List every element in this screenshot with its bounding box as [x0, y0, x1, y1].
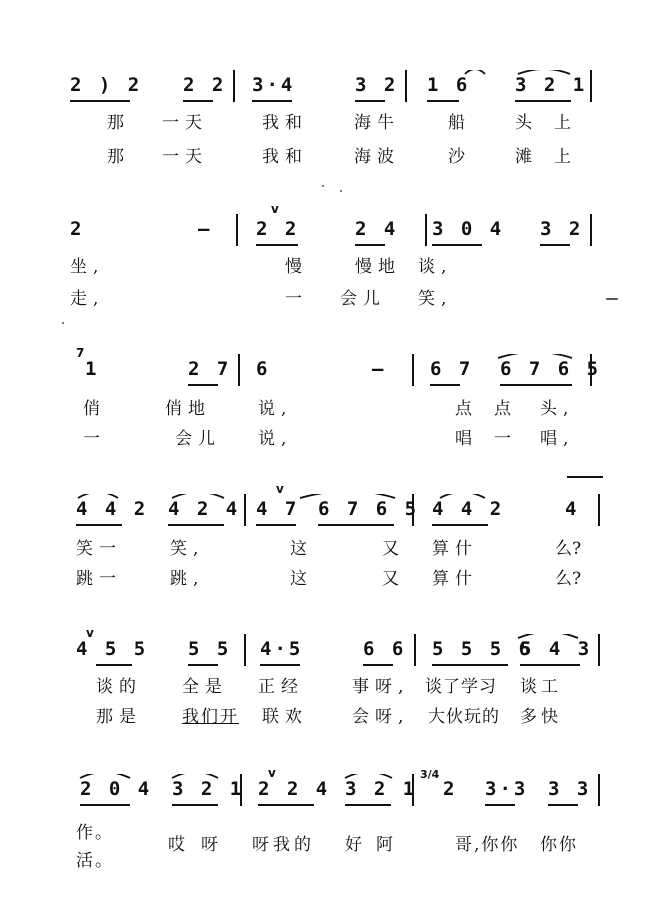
lyric: 沙 — [448, 147, 471, 167]
note-group: 2 4 — [355, 218, 399, 240]
underline — [540, 244, 570, 246]
lyric: 坐, — [70, 257, 105, 277]
note-group: 3 2 — [540, 218, 584, 240]
lyric: 俏地 — [165, 399, 211, 419]
barline — [414, 634, 416, 666]
lyric: 一 — [285, 289, 308, 309]
system-5 — [0, 626, 672, 784]
lyric: 算什 — [432, 539, 478, 559]
note-group: 3 0 4 — [432, 218, 505, 240]
lyric: 跳, — [170, 569, 205, 589]
note-group: 4 — [565, 498, 580, 520]
scan-speck — [606, 298, 618, 300]
lyric: 唱, — [540, 429, 575, 449]
underline — [80, 804, 130, 806]
note-group: 6 6 — [363, 638, 407, 660]
lyric: 联欢 — [262, 707, 308, 727]
lyric: 海牛 — [354, 113, 400, 133]
lyric: 说, — [258, 429, 293, 449]
barline — [412, 354, 414, 386]
lyric: 会儿 — [340, 289, 386, 309]
note-group: 2 2 4 — [258, 778, 331, 800]
lyric: 这 — [290, 539, 313, 559]
lyric: 唱一 — [455, 429, 533, 449]
breath-mark: v — [276, 482, 284, 496]
underline — [500, 384, 572, 386]
lyric: 一天 — [162, 147, 208, 167]
underline — [183, 100, 213, 102]
underline — [76, 524, 122, 526]
note-group: 4 4 2 — [76, 498, 149, 520]
note-group: — — [198, 218, 213, 240]
lyric: 这 — [290, 569, 313, 589]
note-group: 5 4 3 — [520, 638, 593, 660]
lyric: 我们开 — [182, 707, 239, 727]
barline — [244, 494, 246, 526]
underline — [432, 244, 482, 246]
lyric: 事呀, — [352, 677, 410, 697]
lyric: 那 — [107, 113, 130, 133]
breath-mark: v — [271, 202, 279, 216]
lyric: 多快 — [520, 707, 562, 727]
note-group: 4 5 5 — [76, 638, 149, 660]
underline — [515, 100, 571, 102]
lyric: 头, — [540, 399, 575, 419]
note-group: 2 ) 2 — [70, 74, 143, 96]
underline — [188, 384, 218, 386]
note-group: 1 6 — [427, 74, 471, 96]
lyric: 会儿 — [175, 429, 221, 449]
lyric: 呀我的 — [252, 835, 315, 855]
scan-speck — [340, 190, 342, 192]
lyric: 谈了学习 — [425, 677, 497, 697]
system-2 — [0, 202, 672, 364]
underline — [345, 804, 391, 806]
barline — [233, 70, 235, 102]
underline — [260, 664, 300, 666]
note-group: 4·5 — [260, 638, 304, 660]
lyric: 正经 — [258, 677, 304, 697]
lyric: 慢 — [285, 257, 308, 277]
note-group: — — [372, 358, 387, 380]
lyric: 笑, — [418, 289, 453, 309]
underline — [70, 100, 130, 102]
lyric: 算什 — [432, 569, 478, 589]
lyric: 海波 — [354, 147, 400, 167]
underline — [432, 524, 488, 526]
note-group: 2 — [70, 218, 85, 240]
volta-bracket — [567, 476, 603, 478]
barline — [598, 634, 600, 666]
lyric: 一天 — [162, 113, 208, 133]
note-group: 4 2 4 — [168, 498, 241, 520]
lyric: 活。 — [76, 851, 114, 871]
note-group: 6 7 — [430, 358, 474, 380]
underline — [485, 804, 515, 806]
barline — [236, 214, 238, 246]
system-6 — [0, 766, 672, 924]
note-group: 3 2 1 — [172, 778, 245, 800]
note-group: 3 2 1 — [345, 778, 418, 800]
note-group: 3 2 — [355, 74, 399, 96]
lyric: 我和 — [262, 147, 308, 167]
lyric: 点点 — [455, 399, 533, 419]
note-group: 3 2 1 — [515, 74, 588, 96]
underline — [355, 244, 385, 246]
note-group: 5 5 5 6 — [432, 638, 534, 660]
underline — [430, 384, 460, 386]
lyric: 会呀, — [352, 707, 410, 727]
note-group: 3·4 — [252, 74, 296, 96]
barline — [590, 70, 592, 102]
note-group: 3·3 — [485, 778, 529, 800]
barline — [590, 214, 592, 246]
note-group: 2 — [443, 778, 458, 800]
lyric: 哥,你你 — [455, 835, 520, 855]
underline — [355, 100, 385, 102]
lyric: 么? — [555, 539, 582, 559]
grace-note: 7 — [76, 346, 85, 360]
note-group: 4 7 — [256, 498, 300, 520]
system-4 — [0, 482, 672, 644]
lyric: 那 — [107, 147, 130, 167]
barline — [238, 354, 240, 386]
lyric: 滩上 — [515, 147, 593, 167]
system-1 — [0, 70, 672, 220]
note-group: 3 3 — [548, 778, 592, 800]
lyric: 一 — [83, 429, 106, 449]
underline — [520, 664, 580, 666]
barline — [244, 634, 246, 666]
lyric: 谈工 — [520, 677, 562, 697]
lyric: 走, — [70, 289, 105, 309]
underline — [172, 804, 218, 806]
note-group: 6 — [256, 358, 271, 380]
barline — [590, 354, 592, 386]
breath-mark: v — [86, 626, 94, 640]
scan-speck — [62, 322, 64, 324]
lyric: 又 — [382, 539, 405, 559]
barline — [240, 774, 242, 806]
underline — [318, 524, 394, 526]
lyric: 哎呀 — [168, 835, 234, 855]
lyric: 慢地 — [355, 257, 401, 277]
note-group: 2 2 — [256, 218, 300, 240]
barline — [412, 494, 414, 526]
lyric: 谈, — [418, 257, 453, 277]
underline — [432, 664, 508, 666]
time-signature: 3/4 — [420, 768, 440, 781]
underline — [188, 664, 218, 666]
note-group: 2 2 — [183, 74, 227, 96]
breath-mark: v — [268, 766, 276, 780]
barline — [405, 70, 407, 102]
scan-speck — [322, 185, 324, 187]
barline — [412, 774, 414, 806]
underline — [258, 804, 314, 806]
note-group: 4 4 2 — [432, 498, 505, 520]
note-group: 6 7 6 5 — [318, 498, 420, 520]
lyric: 头上 — [515, 113, 593, 133]
underline — [96, 664, 132, 666]
note-group: 2 7 — [188, 358, 232, 380]
lyric: 那是 — [96, 707, 142, 727]
underline — [252, 100, 292, 102]
note-group: 5 5 — [188, 638, 232, 660]
lyric: 作。 — [76, 823, 114, 843]
lyric: 全是 — [182, 677, 228, 697]
underline — [548, 804, 578, 806]
lyric: 好阿 — [345, 835, 407, 855]
lyric: 我和 — [262, 113, 308, 133]
note-group: 1 — [85, 358, 100, 380]
underline — [427, 100, 459, 102]
barline — [425, 214, 427, 246]
underline — [256, 244, 298, 246]
lyric: 说, — [258, 399, 293, 419]
lyric: 你你 — [540, 835, 578, 855]
system-3 — [0, 346, 672, 504]
lyric: 谈的 — [96, 677, 142, 697]
lyric: 笑一 — [76, 539, 122, 559]
underline — [168, 524, 224, 526]
lyric: 跳一 — [76, 569, 122, 589]
underline — [256, 524, 296, 526]
note-group: 6 7 6 5 — [500, 358, 602, 380]
lyric: 笑, — [170, 539, 205, 559]
barline — [598, 774, 600, 806]
barline — [598, 494, 600, 526]
lyric: 俏 — [83, 399, 106, 419]
note-group: 2 0 4 — [80, 778, 153, 800]
lyric: 又 — [382, 569, 405, 589]
underline — [363, 664, 393, 666]
lyric: 大伙玩的 — [428, 707, 500, 727]
lyric: 么? — [555, 569, 582, 589]
lyric: 船 — [448, 113, 471, 133]
